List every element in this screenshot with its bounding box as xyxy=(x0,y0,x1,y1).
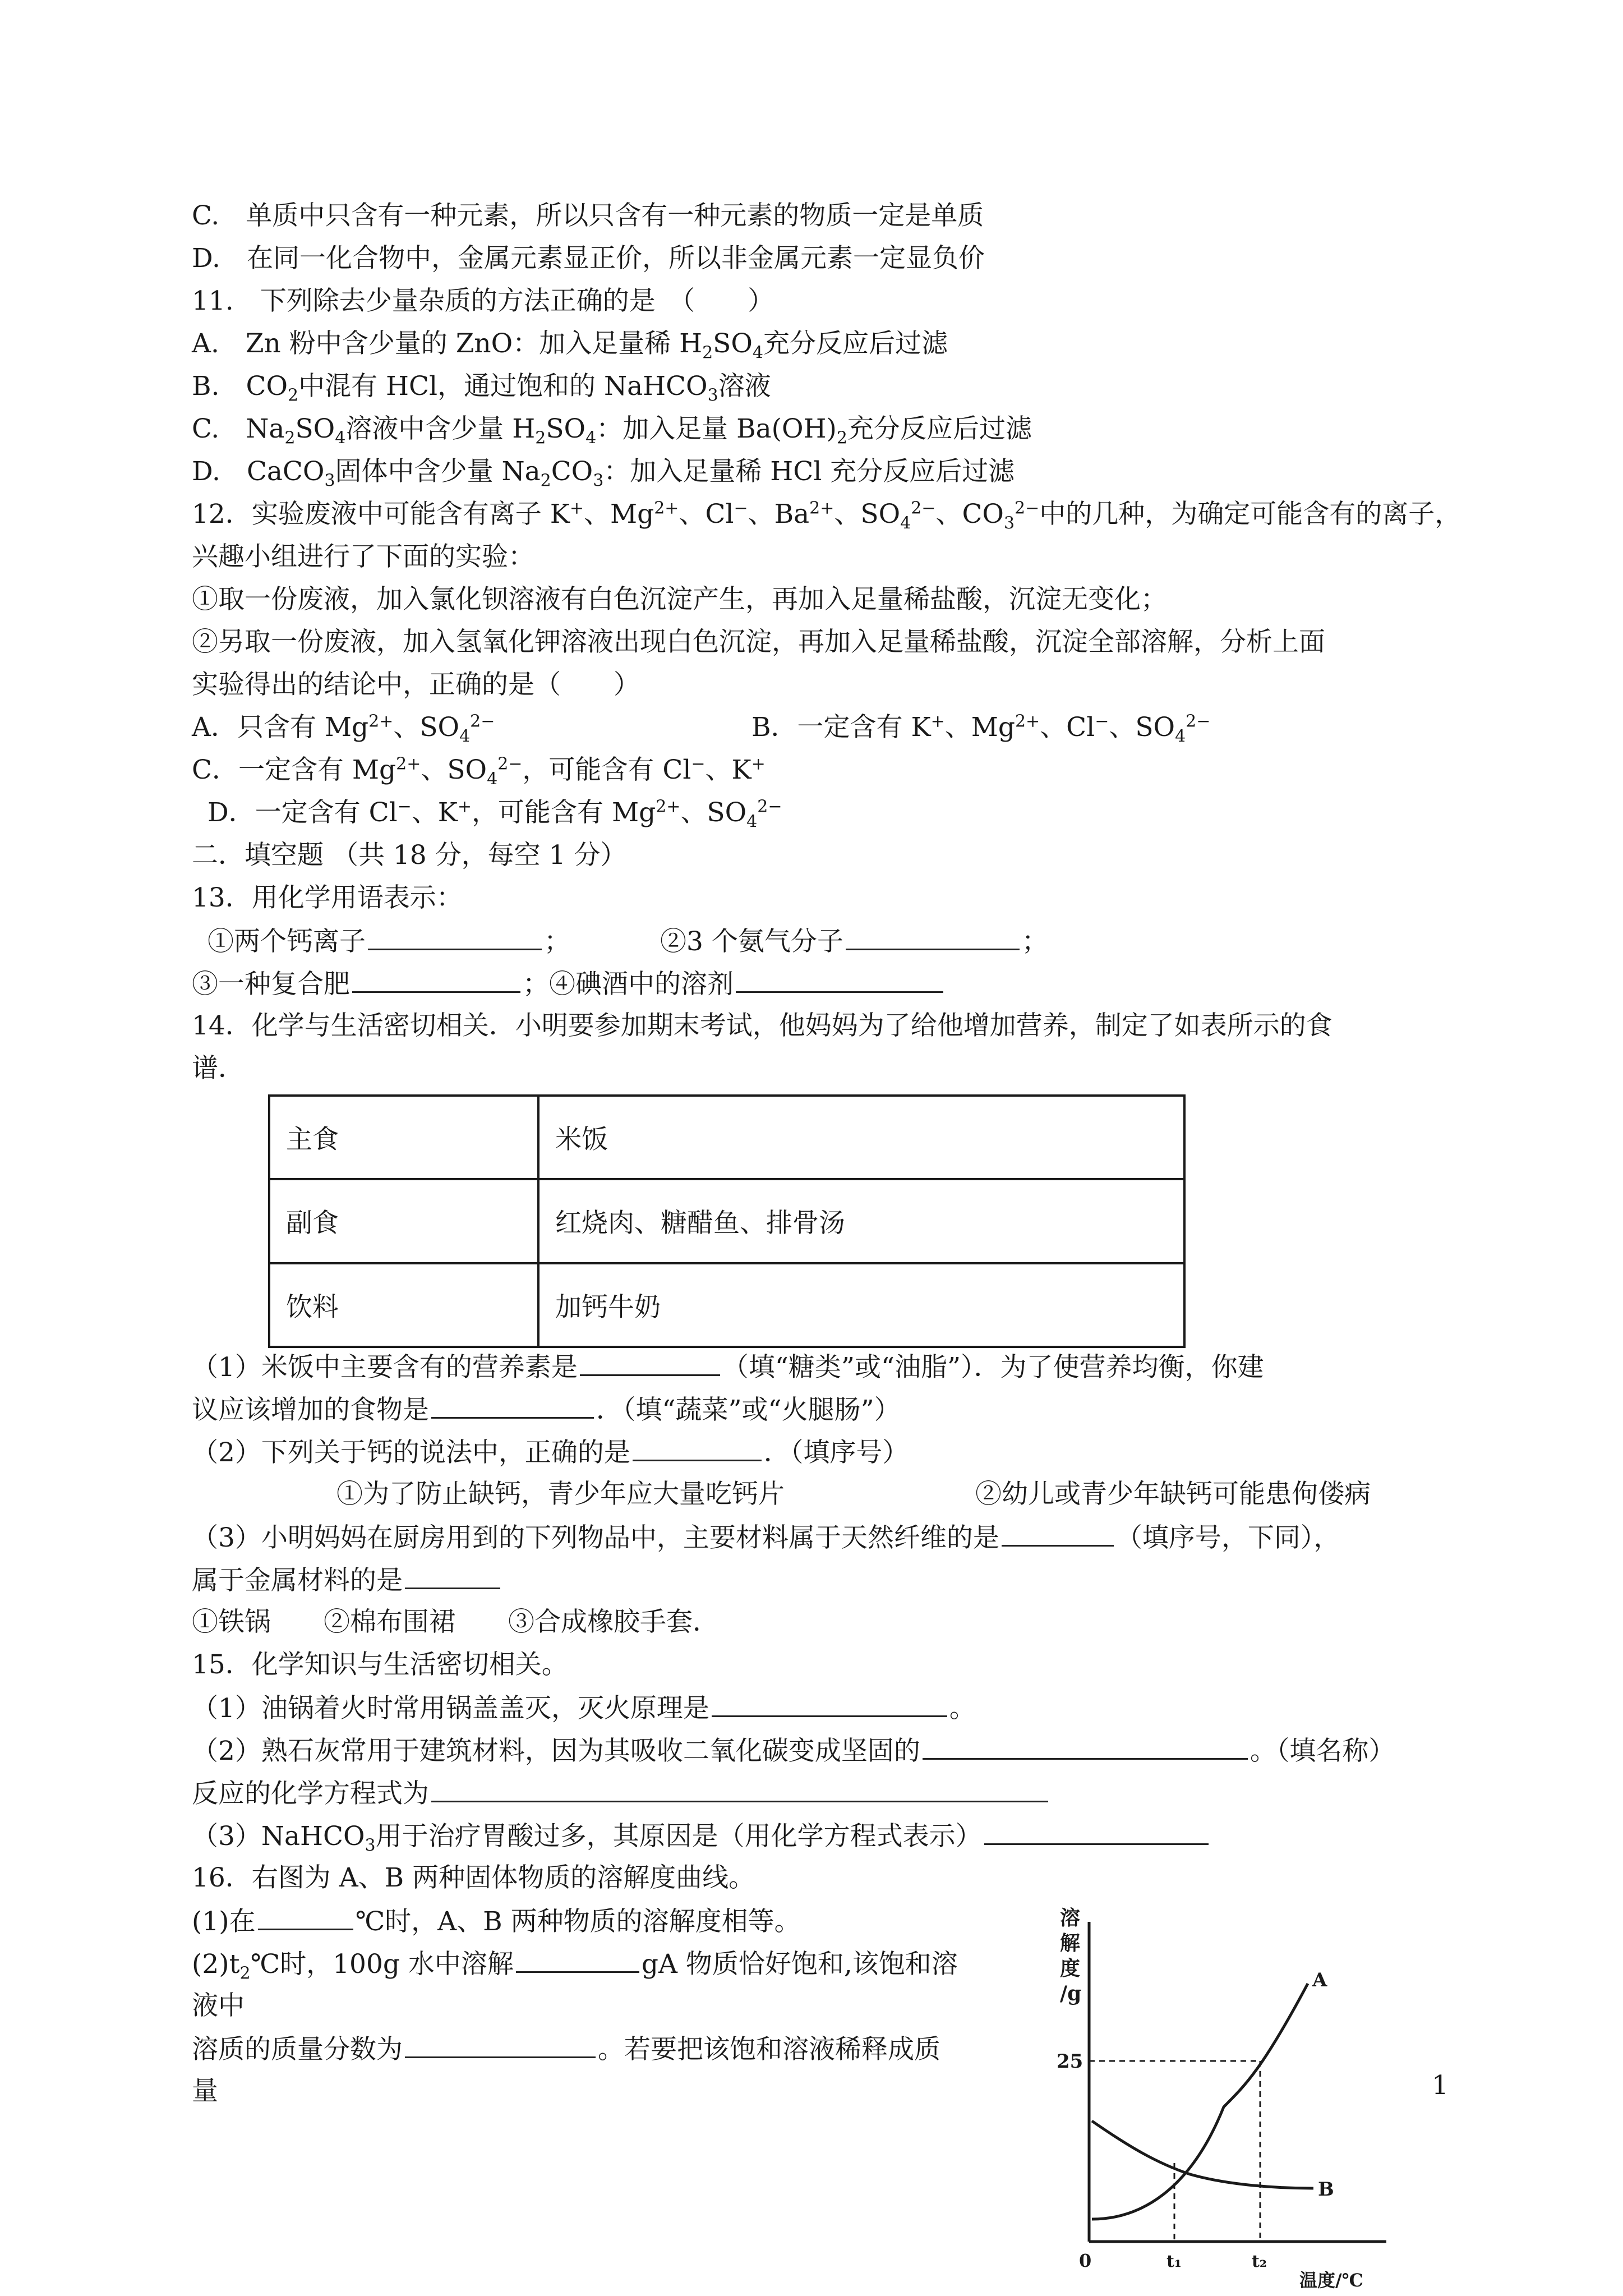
q12-option-b: B．一定含有 K+、$Mg^{2+}$、Cl−、$SO_4^{2-}$ xyxy=(751,711,1211,747)
table-cell: 副食 xyxy=(269,1179,538,1263)
answer-blank[interactable] xyxy=(846,924,1020,950)
q14-part-3: （3）小明妈妈在厨房用到的下列物品中，主要材料属于天然纤维的是 （填序号，下同）， xyxy=(192,1520,1340,1555)
answer-blank[interactable] xyxy=(1002,1520,1114,1547)
table-row xyxy=(269,1096,1184,1179)
q16-part-1: (1)在 ℃时，A、B 两种物质的溶解度相等。 xyxy=(192,1904,801,1939)
q14-part-3-line-2: 属于金属材料的是 xyxy=(192,1563,502,1598)
series-B-label: B xyxy=(1318,2178,1334,2201)
question-12: 12．实验废液中可能含有离子 K+、$Mg^{2+}$、Cl−、$Ba^{2+}$、$SO_4^{2-}$、$CO_3^{2-}$中的几种，为确定可能含有的离子， xyxy=(192,498,1461,533)
answer-blank[interactable] xyxy=(258,1904,353,1930)
table-cell: 米饭 xyxy=(538,1096,1184,1179)
q15-part-2: （2）熟石灰常用于建筑材料，因为其吸收二氧化碳变成坚固的 。（填名称） xyxy=(192,1733,1395,1768)
q14-part-2: （2）下列关于钙的说法中，正确的是 ．（填序号） xyxy=(192,1435,909,1470)
question-15: 15．化学知识与生活密切相关。 xyxy=(192,1649,568,1680)
q16-part-2-line-2: 液中 xyxy=(192,1990,245,2021)
q14-part-1-line-2: 议应该增加的食物是 ．（填“蔬菜”或“火腿肠”） xyxy=(192,1392,901,1427)
table-cell: 加钙牛奶 xyxy=(538,1263,1184,1347)
answer-blank[interactable] xyxy=(516,1947,639,1973)
q14-part-1: （1）米饭中主要含有的营养素是 （填“糖类”或“油脂”）．为了使营养均衡，你建 xyxy=(192,1350,1264,1384)
x-tick-0: 0 xyxy=(1079,2250,1092,2271)
answer-blank[interactable] xyxy=(633,1435,762,1461)
q11-option-d: D. CaCO$_3$固体中含少量 $Na_2CO_3$：加入足量稀 HCl 充分反应后过滤 xyxy=(192,456,1015,491)
q16-part-2: $(2)t_2℃$时，100g 水中溶解 gA 物质恰好饱和,该饱和溶 xyxy=(192,1947,958,1981)
answer-blank[interactable] xyxy=(405,1563,500,1589)
answer-blank[interactable] xyxy=(405,2032,596,2058)
question-11: 11. 下列除去少量杂质的方法正确的是 （ ） xyxy=(192,286,774,316)
answer-blank[interactable] xyxy=(431,1776,1048,1802)
q15-part-2-line-2: 反应的化学方程式为 xyxy=(192,1776,1050,1811)
question-14: 14．化学与生活密切相关．小明要参加期末考试，他妈妈为了给他增加营养，制定了如表所示的食 xyxy=(192,1010,1332,1041)
q12-experiment-3: 实验得出的结论中，正确的是（ ） xyxy=(192,669,640,700)
answer-blank[interactable] xyxy=(431,1392,594,1419)
table-cell: 红烧肉、糖醋鱼、排骨汤 xyxy=(538,1179,1184,1263)
q11-option-c: C. $Na_2SO_4$溶液中含少量 $H_2SO_4$：加入足量 $Ba(OH)_2$充分反应后过滤 xyxy=(192,413,1032,448)
answer-blank[interactable] xyxy=(984,1819,1209,1845)
q13-row-1: ①两个钙离子 ； ②3 个氨气分子 ； xyxy=(208,924,1048,959)
answer-blank[interactable] xyxy=(352,967,520,993)
question-13: 13．用化学用语表示： xyxy=(192,882,463,913)
y-axis-label-4: /g xyxy=(1060,1982,1082,2005)
answer-blank[interactable] xyxy=(923,1733,1248,1760)
solubility-chart xyxy=(1044,1899,1403,2292)
series-B-line xyxy=(1092,2121,1313,2188)
question-16: 16．右图为 A、B 两种固体物质的溶解度曲线。 xyxy=(192,1862,755,1893)
q16-part-3: 溶质的质量分数为 。若要把该饱和溶液稀释成质 xyxy=(192,2032,940,2067)
option-d-line: D. 在同一化合物中，金属元素显正价，所以非金属元素一定显负价 xyxy=(192,243,985,274)
option-c-line: C. 单质中只含有一种元素，所以只含有一种元素的物质一定是单质 xyxy=(192,200,984,231)
answer-blank[interactable] xyxy=(580,1350,720,1376)
table-row xyxy=(269,1263,1184,1347)
y-tick-25: 25 xyxy=(1057,2050,1083,2073)
answer-blank[interactable] xyxy=(712,1691,947,1717)
q16-part-3-line-2: 量 xyxy=(192,2076,218,2106)
section-2-heading: 二．填空题 （共 18 分，每空 1 分） xyxy=(192,840,627,871)
q12-option-d: D．一定含有 Cl−、K+，可能含有 $Mg^{2+}$、$SO_4^{2-}$ xyxy=(208,797,782,832)
page-number: 1 xyxy=(1432,2070,1449,2101)
q11-option-a: A. Zn 粉中含少量的 ZnO：加入足量稀 $H_2SO_4$充分反应后过滤 xyxy=(192,328,948,363)
y-axis-label-3: 度 xyxy=(1060,1957,1081,1980)
y-axis-label-1: 溶 xyxy=(1060,1906,1081,1930)
q14-part-3-items: ①铁锅 ②棉布围裙 ③合成橡胶手套． xyxy=(192,1607,719,1637)
question-14-line-2: 谱． xyxy=(192,1053,245,1084)
q12-option-a: A．只含有 $Mg^{2+}$、$SO_4^{2-}$ xyxy=(192,711,495,747)
q13-row-2: ③一种复合肥 ；④碘酒中的溶剂 xyxy=(192,967,946,1001)
q12-line-2: 兴趣小组进行了下面的实验： xyxy=(192,541,534,572)
q15-part-1: （1）油锅着火时常用锅盖盖灭，灭火原理是 。 xyxy=(192,1691,976,1726)
x-tick-t1: t₁ xyxy=(1166,2252,1182,2271)
answer-blank[interactable] xyxy=(368,924,542,950)
table-cell: 主食 xyxy=(269,1096,538,1179)
answer-blank[interactable] xyxy=(736,967,943,993)
x-axis-label: 温度/℃ xyxy=(1299,2270,1364,2291)
series-A-line xyxy=(1092,1984,1308,2219)
q12-experiment-2: ②另取一份废液，加入氢氧化钾溶液出现白色沉淀，再加入足量稀盐酸，沉淀全部溶解，分析上面 xyxy=(192,627,1325,657)
y-axis-label-2: 解 xyxy=(1060,1931,1081,1955)
q12-option-c: C．一定含有 $Mg^{2+}$、$SO_4^{2-}$，可能含有 Cl−、K+ xyxy=(192,754,766,789)
q14-part-2-options: ①为了防止缺钙，青少年应大量吃钙片 ②幼儿或青少年缺钙可能患佝偻病 xyxy=(336,1479,1371,1510)
q11-option-b: B. $CO_2$中混有 HCl，通过饱和的 NaHCO$_3$溶液 xyxy=(192,371,771,406)
table-cell: 饮料 xyxy=(269,1263,538,1347)
q12-experiment-1: ①取一份废液，加入氯化钡溶液有白色沉淀产生，再加入足量稀盐酸，沉淀无变化； xyxy=(192,584,1167,615)
table-row xyxy=(269,1179,1184,1263)
x-tick-t2: t₂ xyxy=(1252,2252,1267,2271)
q15-part-3: （3）NaHCO$_3$用于治疗胃酸过多，其原因是（用化学方程式表示） xyxy=(192,1819,1211,1853)
menu-table xyxy=(268,1094,1186,1348)
series-A-label: A xyxy=(1312,1969,1327,1991)
